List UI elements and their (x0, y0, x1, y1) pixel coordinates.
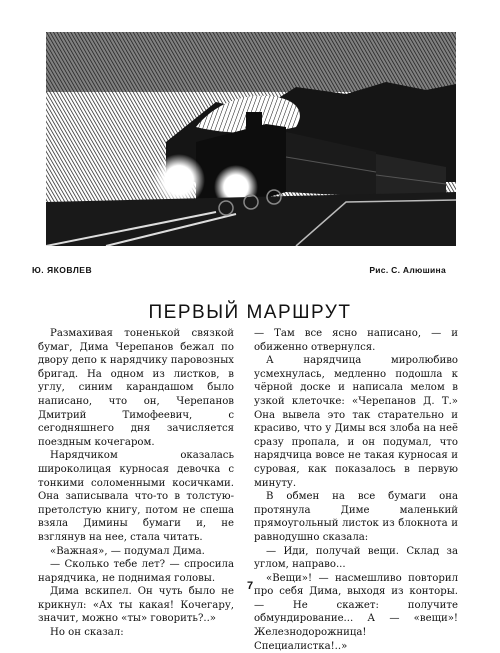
paragraph: «Важная», — подумал Дима. (50, 545, 205, 557)
right-column (254, 327, 458, 653)
story-title: ПЕРВЫЙ МАРШРУТ (148, 301, 352, 323)
paragraph: Но он сказал: (50, 627, 124, 639)
paragraph: «Вещи»! — насмешливо повторил про себя Дима, выходя из конторы. — Не скажет: получите обмундирование... А — «вещи»! Железнодорожница! Специалистка!..» (254, 572, 458, 652)
paragraph: — Там все ясно написано, — и обиженно отвернулся. (254, 328, 458, 353)
author-name: Ю. ЯКОВЛЕВ (32, 265, 93, 275)
left-column (38, 327, 234, 640)
paragraph: — Сколько тебе лет? — спросила нарядчика, не поднимая головы. (38, 559, 234, 584)
paragraph: Нарядчиком оказалась широколицая курносая девочка с тонкими соломенными косичками. Она записывала что-то в толстую-претолстую книгу, потом не спеша взяла Димины бумаги и, не взглянув на нее, стала читать. (38, 450, 234, 543)
paragraph: — Иди, получай вещи. Склад за углом, направо... (254, 545, 458, 571)
paragraph: Размахивая тоненькой связкой бумаг, Дима Черепанов бежал по двору депо к нарядчику паровозных бригад. На одном из листков, в углу, синим карандашом было написано, что он, Черепанов Дмитрий Тимофеевич, с сегодняшнего дня зачисляется поездным кочегаром. (38, 328, 234, 448)
paragraph: Дима вскипел. Он чуть было не крикнул: «Ах ты какая! Кочегару, значит, можно «ты» говорить?..» (38, 586, 234, 625)
locomotive-illustration (46, 32, 456, 246)
page-number: 7 (246, 580, 254, 592)
illustration-credit: Рис. С. Алюшина (369, 265, 446, 275)
paragraph: В обмен на все бумаги она протянула Диме маленький прямоугольный листок из блокнота и равнодушно сказала: (254, 491, 458, 543)
paragraph: А нарядчица миролюбиво усмехнулась, медленно подошла к чёрной доске и написала мелом в узкой клеточке: «Черепанов Д. Т.» Она вывела это так старательно и красиво, что у Димы вся злоба на неё сразу пропала, и он подумал, что нарядчица вовсе не такая курносая и суровая, как показалось в первую минуту. (254, 355, 458, 489)
